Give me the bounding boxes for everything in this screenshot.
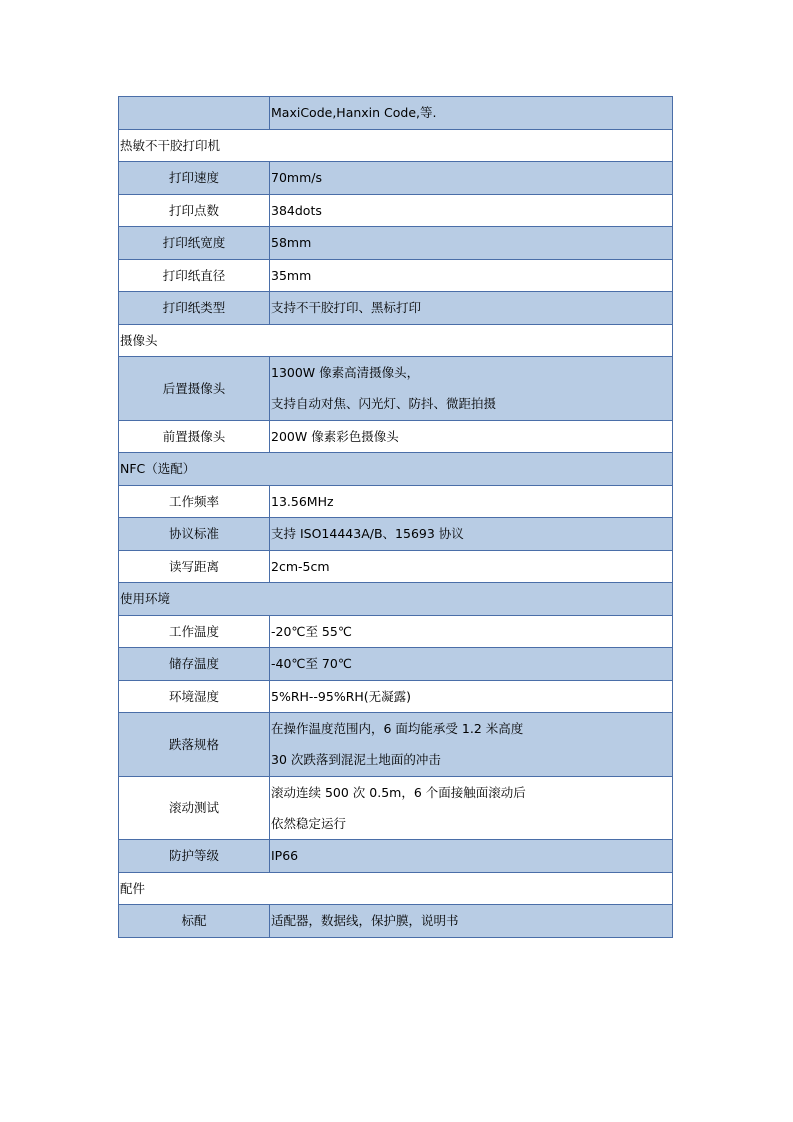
spec-row — [119, 518, 673, 551]
spec-label: 跌落规格 — [119, 713, 270, 777]
spec-value — [270, 97, 673, 130]
spec-row — [119, 227, 673, 260]
spec-value-line: 13.56MHz — [271, 493, 334, 509]
spec-row — [119, 713, 673, 777]
spec-value — [270, 357, 673, 421]
spec-label: 储存温度 — [119, 648, 270, 681]
spec-value-line: -20℃至 55℃ — [271, 623, 352, 639]
spec-value — [270, 194, 673, 227]
spec-value-line: 200W 像素彩色摄像头 — [271, 428, 399, 444]
spec-value — [270, 550, 673, 583]
spec-value-line: 35mm — [271, 267, 312, 283]
spec-row — [119, 905, 673, 938]
spec-value — [270, 227, 673, 260]
spec-row — [119, 420, 673, 453]
spec-value — [270, 259, 673, 292]
spec-value-line: MaxiCode,Hanxin Code,等. — [271, 105, 437, 121]
spec-row — [119, 162, 673, 195]
spec-label: 打印纸类型 — [119, 292, 270, 325]
spec-value-line: 支持自动对焦、闪光灯、防抖、微距拍摄 — [271, 396, 497, 412]
spec-row — [119, 615, 673, 648]
spec-value — [270, 485, 673, 518]
spec-value-line: 30 次跌落到混泥土地面的冲击 — [271, 752, 441, 768]
spec-label: 协议标准 — [119, 518, 270, 551]
spec-value-line: 384dots — [271, 202, 322, 218]
spec-value-line: 依然稳定运行 — [271, 815, 347, 831]
spec-value — [270, 292, 673, 325]
spec-value-line: 支持 ISO14443A/B、15693 协议 — [271, 526, 464, 542]
spec-label: 打印纸宽度 — [119, 227, 270, 260]
spec-row — [119, 776, 673, 840]
section-row — [119, 872, 673, 905]
spec-value-line: 滚动连续 500 次 0.5m，6 个面接触面滚动后 — [271, 784, 526, 800]
spec-value — [270, 518, 673, 551]
spec-value — [270, 776, 673, 840]
section-row — [119, 453, 673, 486]
section-title: 摄像头 — [119, 324, 673, 357]
spec-value — [270, 162, 673, 195]
spec-label: 工作温度 — [119, 615, 270, 648]
spec-value — [270, 648, 673, 681]
spec-value — [270, 420, 673, 453]
spec-value-line: 5%RH--95%RH(无凝露) — [271, 688, 412, 704]
spec-row — [119, 680, 673, 713]
spec-label: 前置摄像头 — [119, 420, 270, 453]
spec-label: 打印纸直径 — [119, 259, 270, 292]
spec-table — [118, 96, 673, 938]
spec-row — [119, 550, 673, 583]
spec-label: 滚动测试 — [119, 776, 270, 840]
spec-row — [119, 648, 673, 681]
spec-label — [119, 97, 270, 130]
spec-row — [119, 194, 673, 227]
spec-row — [119, 259, 673, 292]
spec-label: 环境湿度 — [119, 680, 270, 713]
spec-label: 读写距离 — [119, 550, 270, 583]
spec-label: 防护等级 — [119, 840, 270, 873]
spec-value — [270, 840, 673, 873]
spec-value-line: 58mm — [271, 235, 312, 251]
spec-value — [270, 713, 673, 777]
spec-value-line: 支持不干胶打印、黑标打印 — [271, 300, 422, 316]
spec-table-body — [119, 97, 673, 938]
spec-value-line: -40℃至 70℃ — [271, 656, 352, 672]
spec-value — [270, 615, 673, 648]
section-title: 使用环境 — [119, 583, 673, 616]
section-row — [119, 129, 673, 162]
spec-row — [119, 357, 673, 421]
spec-value-line: 70mm/s — [271, 170, 322, 186]
section-title: NFC（选配） — [119, 453, 673, 486]
spec-value — [270, 905, 673, 938]
spec-row — [119, 97, 673, 130]
section-row — [119, 583, 673, 616]
spec-value-line: IP66 — [271, 848, 299, 864]
spec-value-line: 1300W 像素高清摄像头， — [271, 365, 420, 381]
spec-label: 标配 — [119, 905, 270, 938]
section-title: 配件 — [119, 872, 673, 905]
spec-row — [119, 292, 673, 325]
spec-value-line: 2cm-5cm — [271, 558, 330, 574]
spec-label: 打印速度 — [119, 162, 270, 195]
section-title: 热敏不干胶打印机 — [119, 129, 673, 162]
spec-value-line: 适配器，数据线，保护膜，说明书 — [271, 913, 459, 929]
spec-value-line: 在操作温度范围内，6 面均能承受 1.2 米高度 — [271, 721, 524, 737]
spec-value — [270, 680, 673, 713]
spec-label: 打印点数 — [119, 194, 270, 227]
spec-row — [119, 485, 673, 518]
spec-label: 后置摄像头 — [119, 357, 270, 421]
spec-row — [119, 840, 673, 873]
spec-label: 工作频率 — [119, 485, 270, 518]
section-row — [119, 324, 673, 357]
